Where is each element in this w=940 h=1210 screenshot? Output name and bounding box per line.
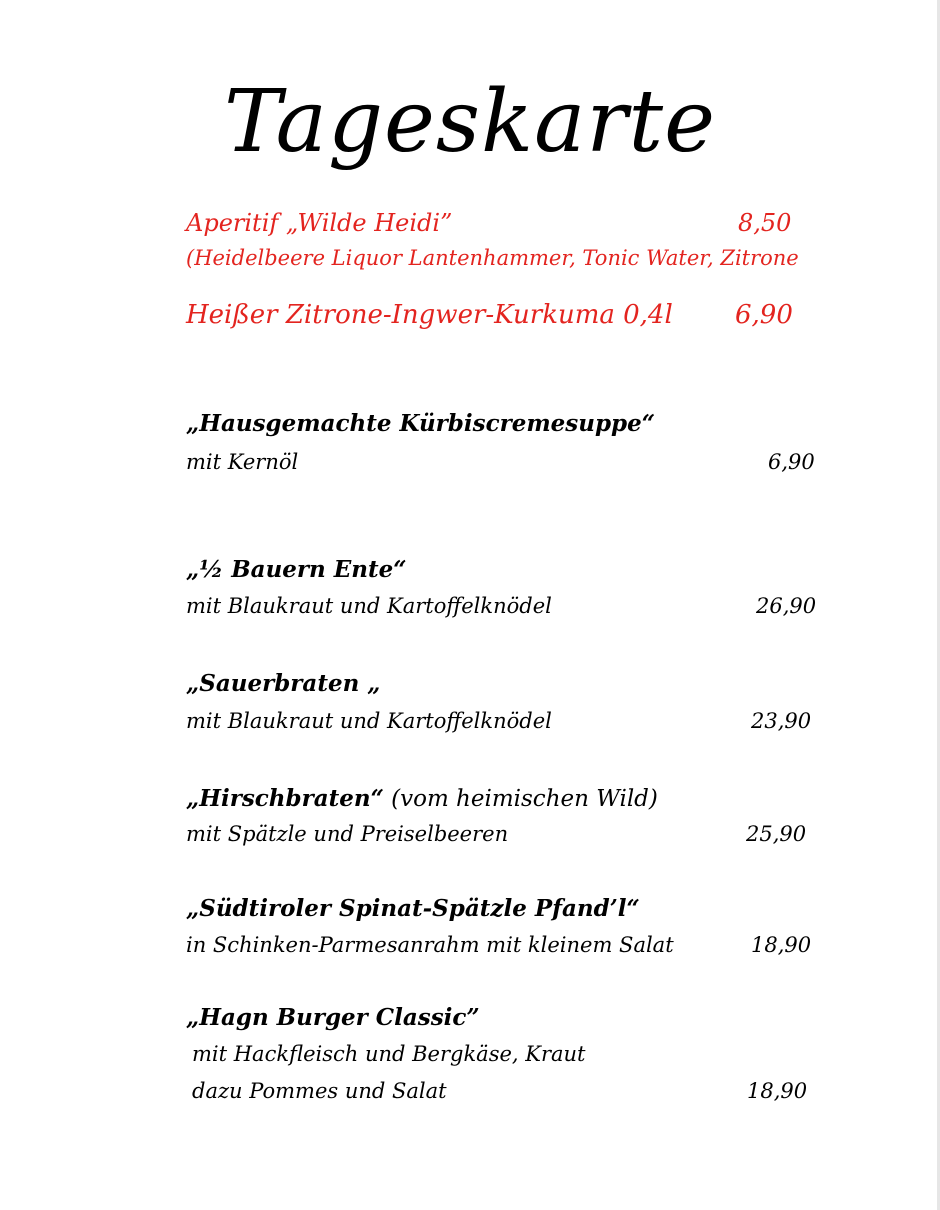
dish-name (186, 556, 407, 583)
dish-title: „Hagn Burger Classic” (186, 1004, 480, 1031)
dish-description: mit Blaukraut und Kartoffelknödel (186, 709, 552, 733)
drink-description: (Heidelbeere Liquor Lantenhammer, Tonic Water, Zitrone (186, 246, 799, 270)
dish-description: mit Hackfleisch und Bergkäse, Kraut (192, 1042, 586, 1066)
dish-title: „Hirschbraten“ (186, 785, 384, 812)
dish-price: 6,90 (768, 450, 815, 474)
dish-title: „Hausgemachte Kürbiscremesuppe“ (186, 410, 655, 437)
dish-description: in Schinken-Parmesanrahm mit kleinem Salat (186, 933, 674, 957)
drink-name: Aperitif „Wilde Heidi” (186, 209, 453, 237)
dish-description: mit Kernöl (186, 450, 299, 474)
page-title: Tageskarte (224, 72, 716, 172)
dish-name (186, 410, 655, 437)
dish-price: 26,90 (756, 594, 817, 618)
dish-description: dazu Pommes und Salat (192, 1079, 447, 1103)
drink-name: Heißer Zitrone-Ingwer-Kurkuma 0,4l (186, 300, 673, 330)
dish-title: „½ Bauern Ente“ (186, 556, 407, 583)
dish-description: mit Spätzle und Preiselbeeren (186, 822, 509, 846)
dish-price: 23,90 (751, 709, 812, 733)
dish-price: 18,90 (751, 933, 812, 957)
dish-price: 25,90 (746, 822, 807, 846)
dish-name (186, 670, 381, 697)
dish-name (186, 895, 640, 922)
drink-price: 8,50 (738, 209, 792, 237)
dish-title: „Sauerbraten „ (186, 670, 381, 697)
dish-name (186, 1004, 480, 1031)
dish-name (186, 785, 658, 812)
drink-price: 6,90 (735, 300, 793, 330)
dish-title: „Südtiroler Spinat-Spätzle Pfand’l“ (186, 895, 640, 922)
dish-price: 18,90 (747, 1079, 808, 1103)
dish-note: (vom heimischen Wild) (383, 786, 658, 812)
dish-description: mit Blaukraut und Kartoffelknödel (186, 594, 552, 618)
